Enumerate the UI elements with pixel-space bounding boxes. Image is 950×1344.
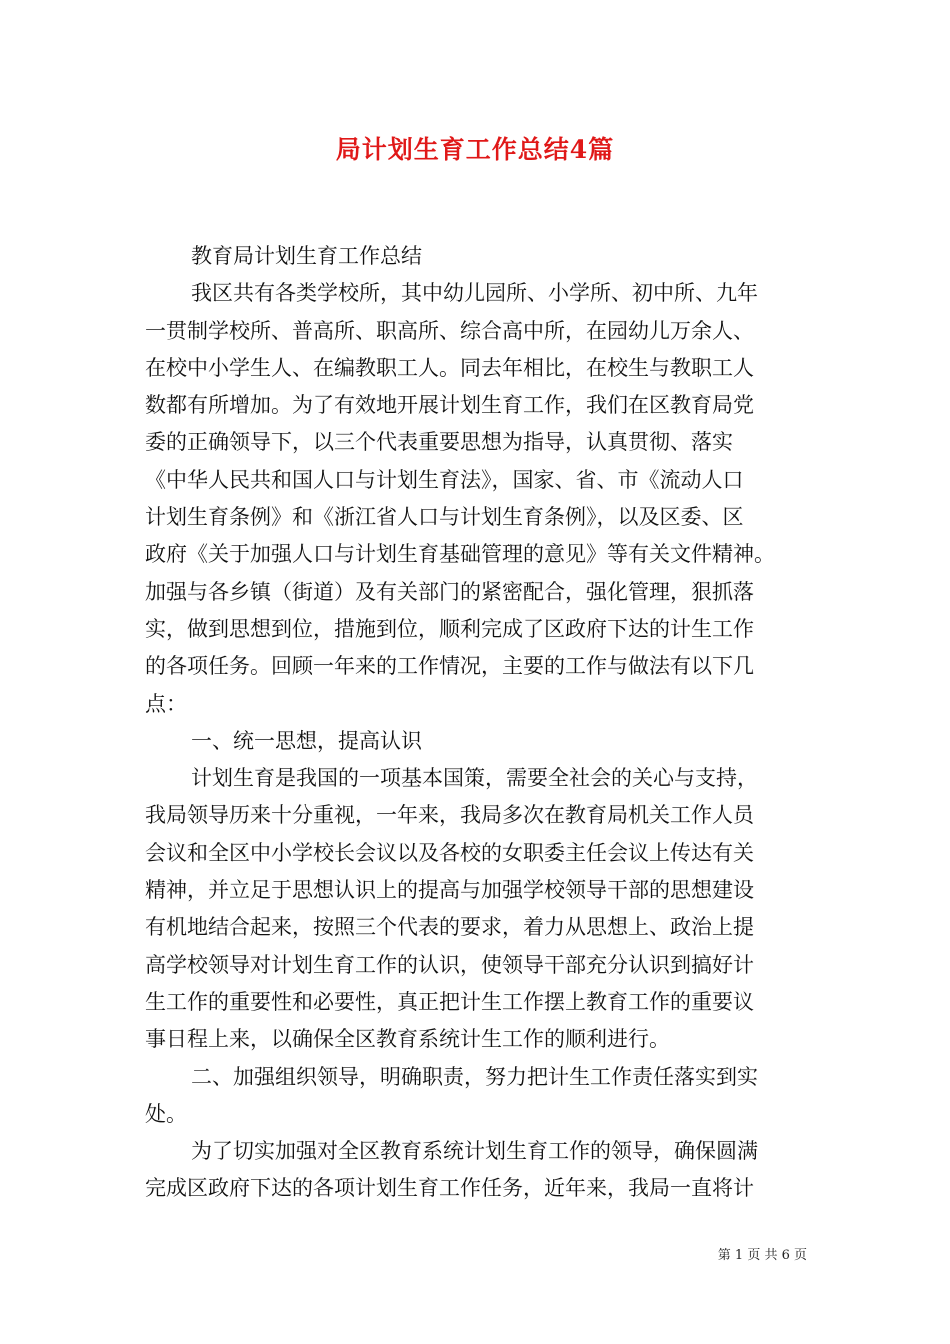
body-line: 一贯制学校所、普高所、职高所、综合高中所，在园幼儿万余人、 <box>145 318 754 343</box>
document-body <box>145 238 807 1208</box>
body-line: 完成区政府下达的各项计划生育工作任务，近年来，我局一直将计 <box>145 1176 754 1201</box>
body-line: 我区共有各类学校所，其中幼儿园所、小学所、初中所、九年 <box>191 281 758 306</box>
body-line: 实，做到思想到位，措施到位，顺利完成了区政府下达的计生工作 <box>145 616 754 641</box>
body-line: 政府《关于加强人口与计划生育基础管理的意见》等有关文件精神。 <box>145 542 775 567</box>
body-line: 点： <box>145 691 187 716</box>
body-line: 加强与各乡镇（街道）及有关部门的紧密配合，强化管理，狠抓落 <box>145 579 754 604</box>
body-line: 一、统一思想，提高认识 <box>191 728 422 753</box>
body-line: 教育局计划生育工作总结 <box>191 244 422 268</box>
body-line: 我局领导历来十分重视，一年来，我局多次在教育局机关工作人员 <box>145 803 754 828</box>
body-line: 高学校领导对计划生育工作的认识，使领导干部充分认识到搞好计 <box>145 952 754 977</box>
body-line: 处。 <box>145 1101 187 1126</box>
body-line: 计划生育条例》和《浙江省人口与计划生育条例》，以及区委、区 <box>145 505 744 530</box>
body-line: 委的正确领导下，以三个代表重要思想为指导，认真贯彻、落实 <box>145 430 733 455</box>
document-title: 局计划生育工作总结4篇 <box>335 135 615 164</box>
body-line: 生工作的重要性和必要性，真正把计生工作摆上教育工作的重要议 <box>145 989 754 1014</box>
body-line: 有机地结合起来，按照三个代表的要求，着力从思想上、政治上提 <box>145 915 754 940</box>
body-line: 会议和全区中小学校长会议以及各校的女职委主任会议上传达有关 <box>145 840 754 865</box>
body-line: 为了切实加强对全区教育系统计划生育工作的领导，确保圆满 <box>191 1139 758 1164</box>
body-line: 二、加强组织领导，明确职责，努力把计生工作责任落实到实 <box>191 1064 758 1089</box>
body-line: 事日程上来，以确保全区教育系统计生工作的顺利进行。 <box>145 1027 670 1052</box>
body-line: 《中华人民共和国人口与计划生育法》，国家、省、市《流动人口 <box>145 467 744 492</box>
body-line: 的各项任务。回顾一年来的工作情况，主要的工作与做法有以下几 <box>145 654 754 679</box>
page-indicator: 第 1 页 共 6 页 <box>717 1248 807 1263</box>
body-line: 精神，并立足于思想认识上的提高与加强学校领导干部的思想建设 <box>145 878 754 903</box>
body-line: 计划生育是我国的一项基本国策，需要全社会的关心与支持， <box>191 766 758 791</box>
body-line: 在校中小学生人、在编教职工人。同去年相比，在校生与教职工人 <box>145 355 754 380</box>
body-line: 数都有所增加。为了有效地开展计划生育工作，我们在区教育局党 <box>145 393 754 418</box>
